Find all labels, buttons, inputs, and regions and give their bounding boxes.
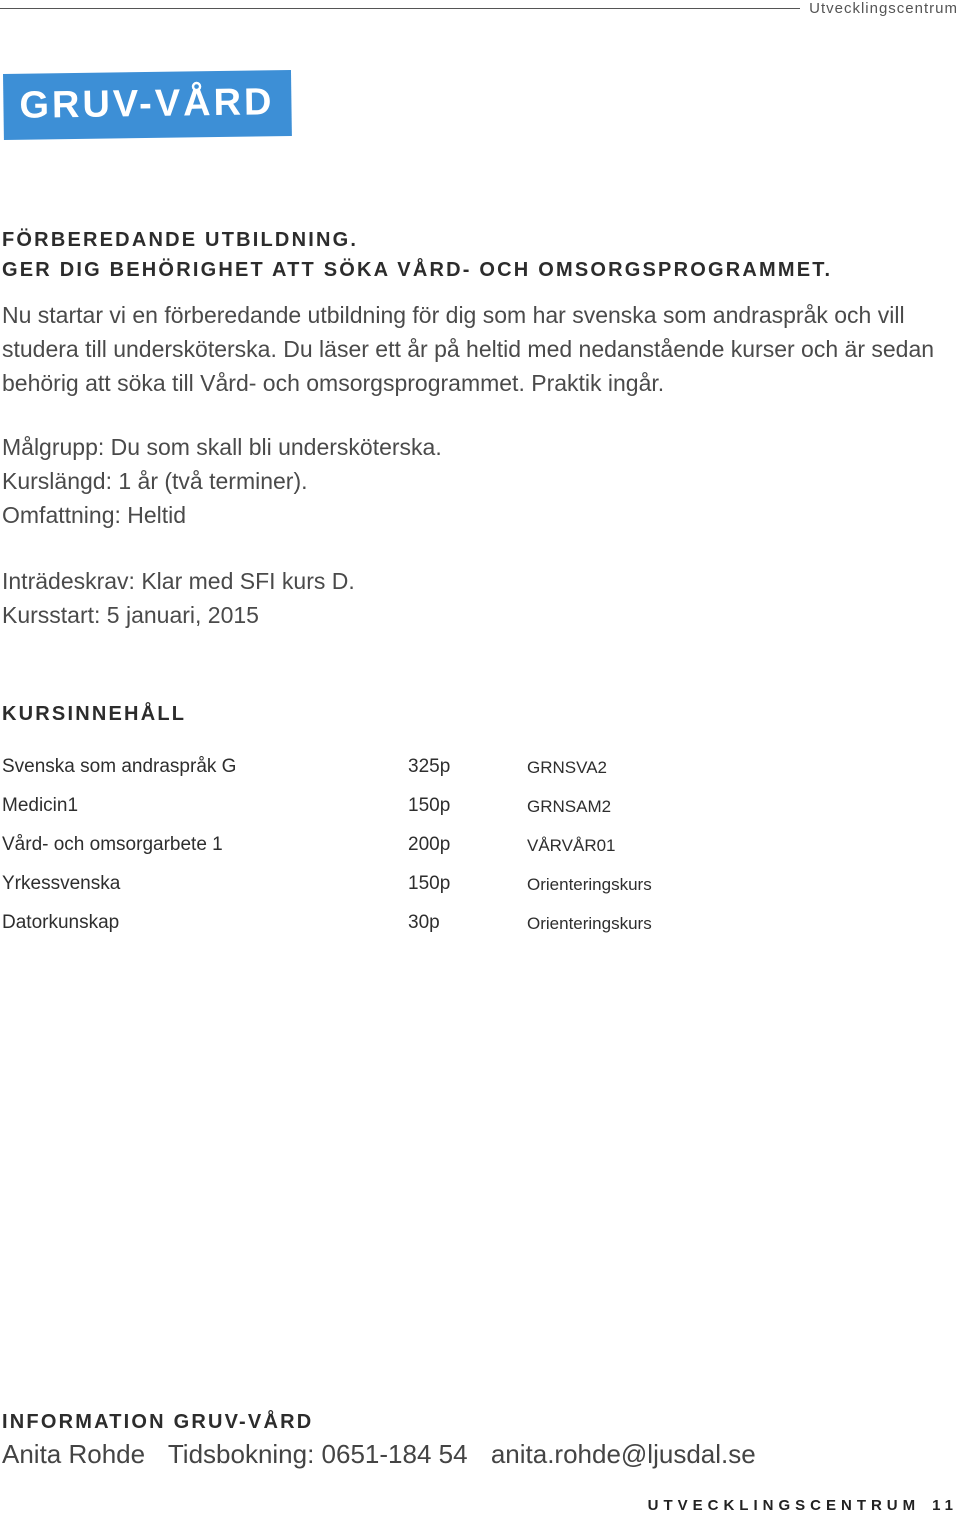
course-name: Medicin1	[2, 795, 79, 816]
course-points: 200p	[408, 834, 451, 855]
header-rule	[0, 8, 800, 9]
contact-line	[2, 1439, 772, 1470]
course-code: VÅRVÅR01	[527, 836, 616, 855]
course-start-text: Kursstart: 5 januari, 2015	[2, 602, 259, 628]
course-row	[2, 834, 702, 873]
course-table	[2, 756, 702, 951]
course-length-text: Kurslängd: 1 år (två terminer).	[2, 468, 308, 494]
intro-heading-line-2: GER DIG BEHÖRIGHET ATT SÖKA VÅRD- OCH OMSORGSPROGRAMMET.	[2, 259, 833, 281]
course-code: Orienteringskurs	[527, 875, 652, 894]
course-row	[2, 795, 702, 834]
intro-paragraph: Nu startar vi en förberedande utbildning för dig som har svenska som andraspråk och vill studera till undersköterska. Du läser ett år på heltid med nedanstående kurser och är sedan behörig att söka till Vård- och omsorgsprogrammet. Praktik ingår.	[2, 302, 935, 396]
course-row	[2, 873, 702, 912]
contact-booking: Tidsbokning: 0651-184 54	[167, 1439, 468, 1469]
title-banner	[3, 70, 292, 140]
footer-label: UTVECKLINGSCENTRUM	[647, 1497, 921, 1514]
contact-name: Anita Rohde	[2, 1439, 146, 1469]
contact-email[interactable]: anita.rohde@ljusdal.se	[490, 1439, 756, 1469]
intro-paragraph-block	[2, 298, 958, 400]
course-name: Yrkessvenska	[2, 873, 121, 894]
intro-heading-line-1: FÖRBEREDANDE UTBILDNING.	[2, 229, 359, 251]
course-code: GRNSVA2	[527, 758, 607, 777]
info-heading: INFORMATION GRUV-VÅRD	[2, 1411, 314, 1433]
scope-text: Omfattning: Heltid	[2, 502, 187, 528]
course-name: Svenska som andraspråk G	[2, 756, 237, 777]
course-code: Orienteringskurs	[527, 914, 652, 933]
running-header: Utvecklingscentrum	[809, 0, 958, 17]
course-points: 150p	[408, 873, 451, 894]
course-points: 150p	[408, 795, 451, 816]
course-row	[2, 756, 702, 795]
target-group-text: Målgrupp: Du som skall bli undersköterska.	[2, 434, 442, 460]
course-points: 30p	[408, 912, 440, 933]
course-code: GRNSAM2	[527, 797, 612, 816]
course-name: Vård- och omsorgarbete 1	[2, 834, 223, 855]
page-title: GRUV-VÅRD	[19, 81, 275, 127]
course-points: 325p	[408, 756, 451, 777]
requirements-text: Inträdeskrav: Klar med SFI kurs D.	[2, 568, 355, 594]
courses-heading: KURSINNEHÅLL	[2, 703, 187, 725]
course-row	[2, 912, 702, 951]
page-footer	[648, 1497, 958, 1514]
course-name: Datorkunskap	[2, 912, 120, 933]
page-number: 11	[932, 1497, 958, 1514]
